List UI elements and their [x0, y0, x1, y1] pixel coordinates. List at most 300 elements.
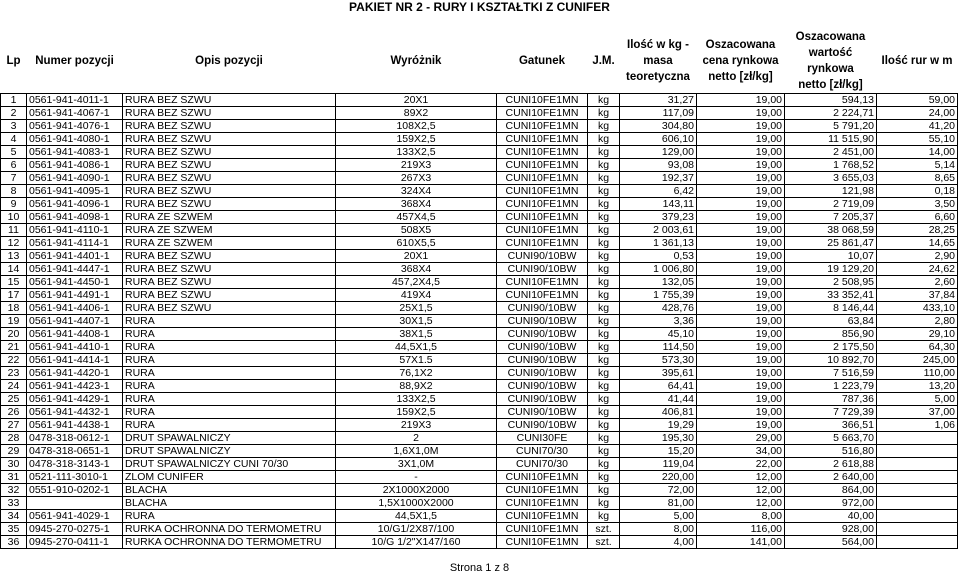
cell-ilosc: 406,81: [620, 406, 697, 419]
cell-wyroznik: 1,5X1000X2000: [336, 497, 497, 510]
table-row: [1, 497, 958, 510]
cell-numer: 0551-910-0202-1: [27, 484, 123, 497]
cell-wyroznik: 457X4,5: [336, 211, 497, 224]
cell-numer: 0561-941-4407-1: [27, 315, 123, 328]
cell-cena: 19,00: [697, 107, 785, 120]
cell-jm: kg: [588, 380, 620, 393]
price-table: [0, 29, 958, 549]
cell-gatunek: CUNI10FE1MN: [497, 159, 588, 172]
cell-numer: 0561-941-4414-1: [27, 354, 123, 367]
cell-wartosc: 1 768,52: [785, 159, 877, 172]
cell-numer: 0561-941-4420-1: [27, 367, 123, 380]
table-row: [1, 328, 958, 341]
cell-lp: 17: [1, 289, 27, 302]
cell-ilosc: 2 003,61: [620, 224, 697, 237]
cell-ilosc: 93,08: [620, 159, 697, 172]
cell-wyroznik: 368X4: [336, 198, 497, 211]
cell-numer: 0561-941-4406-1: [27, 302, 123, 315]
cell-opis: RURA BEZ SZWU: [123, 146, 336, 159]
cell-lp: 19: [1, 315, 27, 328]
cell-jm: kg: [588, 393, 620, 406]
cell-lp: 1: [1, 94, 27, 107]
table-row: [1, 406, 958, 419]
cell-cena: 19,00: [697, 302, 785, 315]
cell-jm: kg: [588, 289, 620, 302]
cell-rur: 28,25: [877, 224, 958, 237]
cell-opis: RURA: [123, 393, 336, 406]
cell-rur: 59,00: [877, 94, 958, 107]
cell-rur: 24,62: [877, 263, 958, 276]
cell-wyroznik: 3X1,0M: [336, 458, 497, 471]
cell-opis: RURA ZE SZWEM: [123, 237, 336, 250]
cell-wartosc: 366,51: [785, 419, 877, 432]
cell-wartosc: 516,80: [785, 445, 877, 458]
cell-wyroznik: 133X2,5: [336, 393, 497, 406]
table-row: [1, 146, 958, 159]
cell-ilosc: 5,00: [620, 510, 697, 523]
cell-wyroznik: 267X3: [336, 172, 497, 185]
cell-ilosc: 0,53: [620, 250, 697, 263]
cell-rur: 5,00: [877, 393, 958, 406]
cell-wyroznik: 30X1,5: [336, 315, 497, 328]
table-row: [1, 393, 958, 406]
cell-rur: 37,00: [877, 406, 958, 419]
cell-wyroznik: 159X2,5: [336, 406, 497, 419]
cell-opis: RURKA OCHRONNA DO TERMOMETRU: [123, 523, 336, 536]
cell-jm: kg: [588, 328, 620, 341]
cell-opis: RURKA OCHRONNA DO TERMOMETRU: [123, 536, 336, 549]
cell-lp: 4: [1, 133, 27, 146]
cell-cena: 19,00: [697, 341, 785, 354]
cell-gatunek: CUNI10FE1MN: [497, 484, 588, 497]
cell-opis: RURA BEZ SZWU: [123, 263, 336, 276]
cell-gatunek: CUNI10FE1MN: [497, 185, 588, 198]
cell-wyroznik: 20X1: [336, 250, 497, 263]
cell-cena: 19,00: [697, 393, 785, 406]
cell-jm: kg: [588, 198, 620, 211]
cell-wartosc: 1 223,79: [785, 380, 877, 393]
cell-lp: 9: [1, 198, 27, 211]
cell-lp: 26: [1, 406, 27, 419]
cell-opis: RURA: [123, 354, 336, 367]
cell-wartosc: 40,00: [785, 510, 877, 523]
cell-rur: 0,18: [877, 185, 958, 198]
cell-cena: 19,00: [697, 211, 785, 224]
cell-jm: kg: [588, 458, 620, 471]
cell-gatunek: CUNI90/10BW: [497, 315, 588, 328]
cell-opis: BLACHA: [123, 484, 336, 497]
cell-jm: kg: [588, 211, 620, 224]
cell-opis: RURA: [123, 510, 336, 523]
cell-rur: 6,60: [877, 211, 958, 224]
cell-wartosc: 2 508,95: [785, 276, 877, 289]
cell-numer: 0478-318-0612-1: [27, 432, 123, 445]
table-row: [1, 315, 958, 328]
cell-numer: 0561-941-4429-1: [27, 393, 123, 406]
cell-rur: [877, 523, 958, 536]
cell-numer: 0478-318-3143-1: [27, 458, 123, 471]
cell-gatunek: CUNI10FE1MN: [497, 237, 588, 250]
cell-cena: 19,00: [697, 133, 785, 146]
cell-wartosc: 2 640,00: [785, 471, 877, 484]
cell-opis: RURA BEZ SZWU: [123, 107, 336, 120]
cell-rur: [877, 510, 958, 523]
cell-numer: 0561-941-4450-1: [27, 276, 123, 289]
cell-wartosc: 856,90: [785, 328, 877, 341]
cell-rur: 110,00: [877, 367, 958, 380]
cell-numer: 0521-111-3010-1: [27, 471, 123, 484]
header-gatunek: Gatunek: [497, 29, 588, 94]
header-cena-line2: cena rynkowa: [702, 55, 779, 67]
header-cena: [697, 29, 785, 94]
cell-gatunek: CUNI10FE1MN: [497, 172, 588, 185]
cell-wartosc: 2 175,50: [785, 341, 877, 354]
cell-cena: 19,00: [697, 172, 785, 185]
cell-wartosc: 10 892,70: [785, 354, 877, 367]
cell-wartosc: 972,00: [785, 497, 877, 510]
cell-opis: RURA BEZ SZWU: [123, 94, 336, 107]
cell-rur: 14,00: [877, 146, 958, 159]
cell-opis: RURA: [123, 419, 336, 432]
cell-ilosc: 45,10: [620, 328, 697, 341]
cell-lp: 34: [1, 510, 27, 523]
cell-gatunek: CUNI10FE1MN: [497, 497, 588, 510]
cell-wyroznik: 44,5X1,5: [336, 510, 497, 523]
cell-jm: kg: [588, 94, 620, 107]
table-row: [1, 302, 958, 315]
cell-opis: DRUT SPAWALNICZY: [123, 432, 336, 445]
cell-wartosc: 928,00: [785, 523, 877, 536]
cell-lp: 3: [1, 120, 27, 133]
cell-gatunek: CUNI10FE1MN: [497, 276, 588, 289]
cell-gatunek: CUNI30FE: [497, 432, 588, 445]
cell-numer: 0561-941-4491-1: [27, 289, 123, 302]
cell-cena: 19,00: [697, 250, 785, 263]
cell-ilosc: 428,76: [620, 302, 697, 315]
cell-wyroznik: 88,9X2: [336, 380, 497, 393]
cell-jm: kg: [588, 172, 620, 185]
cell-cena: 19,00: [697, 146, 785, 159]
cell-cena: 19,00: [697, 289, 785, 302]
cell-wyroznik: 610X5,5: [336, 237, 497, 250]
table-body: [1, 94, 958, 549]
cell-jm: kg: [588, 250, 620, 263]
cell-wyroznik: 25X1,5: [336, 302, 497, 315]
cell-lp: 24: [1, 380, 27, 393]
cell-jm: szt.: [588, 523, 620, 536]
cell-rur: 37,84: [877, 289, 958, 302]
cell-jm: kg: [588, 419, 620, 432]
cell-lp: 14: [1, 263, 27, 276]
cell-cena: 19,00: [697, 159, 785, 172]
cell-wartosc: 19 129,20: [785, 263, 877, 276]
cell-lp: 15: [1, 276, 27, 289]
cell-gatunek: CUNI10FE1MN: [497, 107, 588, 120]
table-row: [1, 341, 958, 354]
cell-ilosc: 6,42: [620, 185, 697, 198]
cell-lp: 2: [1, 107, 27, 120]
header-numer: Numer pozycji: [27, 29, 123, 94]
cell-gatunek: CUNI10FE1MN: [497, 146, 588, 159]
cell-rur: 2,90: [877, 250, 958, 263]
page-title: PAKIET NR 2 - RURY I KSZTAŁTKI Z CUNIFER: [349, 0, 610, 14]
header-ilosc-line3: teoretyczna: [626, 71, 690, 83]
cell-rur: 64,30: [877, 341, 958, 354]
cell-cena: 8,00: [697, 510, 785, 523]
cell-jm: kg: [588, 341, 620, 354]
cell-lp: 31: [1, 471, 27, 484]
cell-lp: 30: [1, 458, 27, 471]
cell-lp: 7: [1, 172, 27, 185]
cell-jm: kg: [588, 354, 620, 367]
cell-opis: RURA ZE SZWEM: [123, 211, 336, 224]
cell-rur: [877, 471, 958, 484]
cell-numer: 0561-941-4432-1: [27, 406, 123, 419]
cell-gatunek: CUNI90/10BW: [497, 367, 588, 380]
cell-cena: 12,00: [697, 471, 785, 484]
cell-gatunek: CUNI10FE1MN: [497, 510, 588, 523]
cell-gatunek: CUNI10FE1MN: [497, 471, 588, 484]
cell-jm: kg: [588, 471, 620, 484]
cell-gatunek: CUNI90/10BW: [497, 393, 588, 406]
cell-cena: 19,00: [697, 224, 785, 237]
cell-cena: 19,00: [697, 328, 785, 341]
table-row: [1, 237, 958, 250]
cell-gatunek: CUNI70/30: [497, 458, 588, 471]
cell-gatunek: CUNI90/10BW: [497, 328, 588, 341]
header-cena-line1: Oszacowana: [705, 39, 776, 51]
cell-numer: 0561-941-4401-1: [27, 250, 123, 263]
cell-gatunek: CUNI10FE1MN: [497, 523, 588, 536]
cell-lp: 29: [1, 445, 27, 458]
cell-lp: 10: [1, 211, 27, 224]
cell-lp: 22: [1, 354, 27, 367]
table-row: [1, 172, 958, 185]
cell-ilosc: 114,50: [620, 341, 697, 354]
table-row: [1, 107, 958, 120]
cell-rur: 1,06: [877, 419, 958, 432]
cell-lp: 12: [1, 237, 27, 250]
cell-wyroznik: 324X4: [336, 185, 497, 198]
cell-gatunek: CUNI90/10BW: [497, 380, 588, 393]
cell-wartosc: 2 224,71: [785, 107, 877, 120]
cell-numer: 0561-941-4447-1: [27, 263, 123, 276]
cell-wartosc: 33 352,41: [785, 289, 877, 302]
cell-wartosc: 7 729,39: [785, 406, 877, 419]
cell-ilosc: 606,10: [620, 133, 697, 146]
cell-jm: kg: [588, 432, 620, 445]
header-wartosc-line1: Oszacowana: [795, 31, 866, 43]
cell-cena: 19,00: [697, 120, 785, 133]
cell-wyroznik: 44,5X1,5: [336, 341, 497, 354]
cell-gatunek: CUNI10FE1MN: [497, 536, 588, 549]
cell-wartosc: 2 451,00: [785, 146, 877, 159]
cell-lp: 13: [1, 250, 27, 263]
cell-opis: DRUT SPAWALNICZY CUNI 70/30: [123, 458, 336, 471]
cell-wartosc: 787,36: [785, 393, 877, 406]
cell-wyroznik: 57X1.5: [336, 354, 497, 367]
cell-numer: 0561-941-4095-1: [27, 185, 123, 198]
cell-wyroznik: 457,2X4,5: [336, 276, 497, 289]
cell-gatunek: CUNI10FE1MN: [497, 198, 588, 211]
cell-lp: 32: [1, 484, 27, 497]
cell-jm: kg: [588, 263, 620, 276]
table-row: [1, 510, 958, 523]
cell-wyroznik: 10/G 1/2"X147/160: [336, 536, 497, 549]
cell-rur: 13,20: [877, 380, 958, 393]
cell-ilosc: 119,04: [620, 458, 697, 471]
cell-cena: 19,00: [697, 237, 785, 250]
cell-opis: DRUT SPAWALNICZY: [123, 445, 336, 458]
cell-wartosc: 11 515,90: [785, 133, 877, 146]
cell-wyroznik: 508X5: [336, 224, 497, 237]
cell-gatunek: CUNI90/10BW: [497, 302, 588, 315]
cell-wartosc: 5 791,20: [785, 120, 877, 133]
cell-jm: kg: [588, 406, 620, 419]
cell-lp: 27: [1, 419, 27, 432]
cell-rur: 2,60: [877, 276, 958, 289]
cell-ilosc: 117,09: [620, 107, 697, 120]
cell-numer: 0945-270-0411-1: [27, 536, 123, 549]
cell-opis: RURA: [123, 380, 336, 393]
cell-wyroznik: 2X1000X2000: [336, 484, 497, 497]
header-rur: Ilość rur w m: [877, 29, 958, 94]
header-wyroznik: Wyróżnik: [336, 29, 497, 94]
table-row: [1, 367, 958, 380]
table-row: [1, 198, 958, 211]
cell-opis: RURA ZE SZWEM: [123, 224, 336, 237]
cell-opis: RURA BEZ SZWU: [123, 250, 336, 263]
cell-cena: 22,00: [697, 458, 785, 471]
cell-numer: 0561-941-4114-1: [27, 237, 123, 250]
cell-lp: 8: [1, 185, 27, 198]
cell-numer: 0561-941-4029-1: [27, 510, 123, 523]
table-row: [1, 419, 958, 432]
cell-cena: 19,00: [697, 185, 785, 198]
cell-ilosc: 19,29: [620, 419, 697, 432]
cell-wyroznik: 1,6X1,0M: [336, 445, 497, 458]
cell-wartosc: 2 719,09: [785, 198, 877, 211]
cell-wartosc: 864,00: [785, 484, 877, 497]
cell-wyroznik: 219X3: [336, 159, 497, 172]
table-row: [1, 484, 958, 497]
cell-wartosc: 25 861,47: [785, 237, 877, 250]
cell-opis: RURA: [123, 341, 336, 354]
table-row: [1, 523, 958, 536]
table-row: [1, 250, 958, 263]
header-ilosc: [620, 29, 697, 94]
cell-wyroznik: 76,1X2: [336, 367, 497, 380]
cell-lp: 33: [1, 497, 27, 510]
table-row: [1, 458, 958, 471]
cell-wyroznik: 10/G1/2X87/100: [336, 523, 497, 536]
header-wartosc-line2: wartość rynkowa: [807, 47, 854, 75]
cell-rur: 3,50: [877, 198, 958, 211]
cell-numer: 0561-941-4410-1: [27, 341, 123, 354]
cell-wyroznik: 133X2,5: [336, 146, 497, 159]
cell-lp: 21: [1, 341, 27, 354]
cell-gatunek: CUNI70/30: [497, 445, 588, 458]
table-row: [1, 471, 958, 484]
cell-opis: RURA BEZ SZWU: [123, 120, 336, 133]
cell-ilosc: 8,00: [620, 523, 697, 536]
cell-cena: 19,00: [697, 315, 785, 328]
cell-jm: szt.: [588, 536, 620, 549]
cell-wyroznik: 159X2,5: [336, 133, 497, 146]
header-jm: J.M.: [588, 29, 620, 94]
cell-gatunek: CUNI90/10BW: [497, 419, 588, 432]
cell-ilosc: 1 006,80: [620, 263, 697, 276]
table-row: [1, 94, 958, 107]
cell-opis: RURA BEZ SZWU: [123, 276, 336, 289]
cell-numer: 0561-941-4067-1: [27, 107, 123, 120]
table-row: [1, 211, 958, 224]
cell-rur: 245,00: [877, 354, 958, 367]
cell-jm: kg: [588, 276, 620, 289]
cell-lp: 36: [1, 536, 27, 549]
header-lp: Lp: [1, 29, 27, 94]
cell-lp: 20: [1, 328, 27, 341]
cell-lp: 23: [1, 367, 27, 380]
cell-ilosc: 1 361,13: [620, 237, 697, 250]
cell-wartosc: 594,13: [785, 94, 877, 107]
cell-gatunek: CUNI10FE1MN: [497, 224, 588, 237]
cell-jm: kg: [588, 159, 620, 172]
cell-ilosc: 304,80: [620, 120, 697, 133]
cell-cena: 19,00: [697, 354, 785, 367]
cell-ilosc: 395,61: [620, 367, 697, 380]
cell-lp: 25: [1, 393, 27, 406]
cell-rur: 8,65: [877, 172, 958, 185]
cell-opis: RURA: [123, 315, 336, 328]
cell-jm: kg: [588, 315, 620, 328]
cell-wartosc: 121,98: [785, 185, 877, 198]
cell-rur: 29,10: [877, 328, 958, 341]
cell-rur: 14,65: [877, 237, 958, 250]
cell-ilosc: 129,00: [620, 146, 697, 159]
cell-gatunek: CUNI90/10BW: [497, 263, 588, 276]
cell-opis: RURA BEZ SZWU: [123, 302, 336, 315]
table-row: [1, 432, 958, 445]
cell-numer: 0561-941-4098-1: [27, 211, 123, 224]
header-opis: Opis pozycji: [123, 29, 336, 94]
cell-numer: 0561-941-4408-1: [27, 328, 123, 341]
cell-jm: kg: [588, 224, 620, 237]
table-row: [1, 445, 958, 458]
cell-lp: 11: [1, 224, 27, 237]
cell-jm: kg: [588, 146, 620, 159]
header-wartosc-line3: netto [zł/kg]: [798, 79, 863, 91]
cell-cena: 19,00: [697, 380, 785, 393]
cell-rur: [877, 536, 958, 549]
cell-rur: [877, 484, 958, 497]
cell-ilosc: 132,05: [620, 276, 697, 289]
table-row: [1, 133, 958, 146]
table-row: [1, 354, 958, 367]
cell-cena: 19,00: [697, 367, 785, 380]
cell-ilosc: 195,30: [620, 432, 697, 445]
cell-opis: RURA: [123, 367, 336, 380]
cell-wartosc: 2 618,88: [785, 458, 877, 471]
cell-rur: [877, 497, 958, 510]
cell-wyroznik: 419X4: [336, 289, 497, 302]
cell-opis: BLACHA: [123, 497, 336, 510]
cell-ilosc: 379,23: [620, 211, 697, 224]
cell-wyroznik: 108X2,5: [336, 120, 497, 133]
cell-numer: 0561-941-4110-1: [27, 224, 123, 237]
cell-rur: 24,00: [877, 107, 958, 120]
cell-ilosc: 1 755,39: [620, 289, 697, 302]
